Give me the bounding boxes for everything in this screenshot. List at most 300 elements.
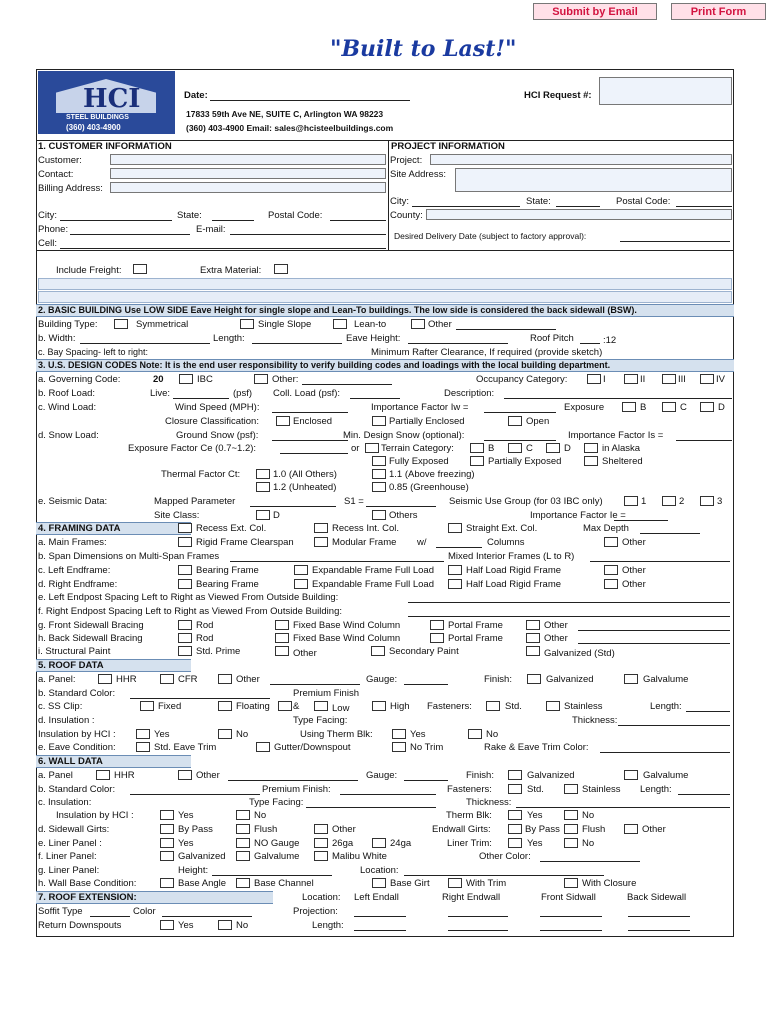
structural-paint-label: i. Structural Paint	[38, 646, 111, 657]
postal-field[interactable]	[330, 220, 386, 221]
wall-gauge-field[interactable]	[404, 780, 448, 781]
roof-insul-hci-label: Insulation by HCI :	[38, 729, 116, 740]
no-trim-label: No Trim	[410, 742, 444, 753]
base-angle-checkbox[interactable]	[160, 878, 174, 888]
coll-load-field[interactable]	[350, 398, 400, 399]
roof-hhr-checkbox[interactable]	[98, 674, 112, 684]
partially-enclosed-checkbox[interactable]	[372, 416, 386, 426]
liner-26ga-checkbox[interactable]	[314, 838, 328, 848]
postal-label: Postal Code:	[268, 210, 323, 221]
wall-premium-label: Premium Finish:	[262, 784, 331, 795]
right-endframe-label: d. Right Endframe:	[38, 579, 118, 590]
pitch-suffix: :12	[603, 335, 617, 346]
project-postal-field[interactable]	[676, 206, 732, 207]
roof-galvalume-checkbox[interactable]	[624, 674, 638, 684]
county-field[interactable]	[426, 209, 732, 220]
liner-galvalume-label: Galvalume	[254, 851, 300, 862]
back-projection-field[interactable]	[628, 916, 690, 917]
wall-stainless-checkbox[interactable]	[564, 784, 578, 794]
wind-speed-field[interactable]	[272, 412, 348, 413]
back-portal-label: Portal Frame	[448, 633, 503, 644]
roof-thickness-field[interactable]	[618, 725, 730, 726]
project-label: Project:	[390, 155, 423, 166]
wall-insul-no-checkbox[interactable]	[236, 810, 250, 820]
low-clip-checkbox[interactable]	[314, 701, 328, 711]
other-type-label: Other	[428, 319, 452, 330]
s1-field[interactable]	[366, 506, 436, 507]
return-yes-checkbox[interactable]	[160, 920, 174, 930]
liner-no-gauge-checkbox[interactable]	[236, 838, 250, 848]
endwall-other-checkbox[interactable]	[624, 824, 638, 834]
city-field[interactable]	[60, 220, 172, 221]
front-rod-checkbox[interactable]	[178, 620, 192, 630]
notes-field-1[interactable]	[38, 278, 732, 290]
wall-galvalume-checkbox[interactable]	[624, 770, 638, 780]
liner-yes-label: Yes	[178, 838, 194, 849]
right-endpost-label: f. Right Endpost Spacing Left to Right as Viewed From Outside Building:	[38, 606, 342, 617]
front-length-field[interactable]	[540, 930, 602, 931]
live-load-field[interactable]	[173, 398, 229, 399]
fixed-clip-label: Fixed	[158, 701, 182, 712]
front-fixed-wind-checkbox[interactable]	[275, 620, 289, 630]
recess-ext-checkbox[interactable]	[178, 523, 192, 533]
partially-exposed-checkbox[interactable]	[470, 456, 484, 466]
right-endpost-field[interactable]	[408, 616, 730, 617]
rigid-frame-checkbox[interactable]	[178, 537, 192, 547]
exposure-ce-label: Exposure Factor Ce (0.7~1.2):	[128, 443, 257, 454]
other-type-checkbox[interactable]	[411, 319, 425, 329]
std-eave-checkbox[interactable]	[136, 742, 150, 752]
liner-galvanized-checkbox[interactable]	[160, 851, 174, 861]
liner-trim-no-label: No	[582, 838, 595, 849]
floating-clip-checkbox[interactable]	[218, 701, 232, 711]
columns-count-field[interactable]	[436, 547, 482, 548]
base-girt-label: Base Girt	[390, 878, 430, 889]
with-trim-checkbox[interactable]	[448, 878, 462, 888]
length-field[interactable]	[252, 343, 342, 344]
contact-field[interactable]	[110, 168, 386, 179]
sidewall-flush-checkbox[interactable]	[236, 824, 250, 834]
with-trim-label: With Trim	[466, 878, 507, 889]
roof-cfr-checkbox[interactable]	[160, 674, 174, 684]
floating-clip-label: Floating	[236, 701, 270, 712]
seismic-label: e. Seismic Data:	[38, 496, 108, 507]
enclosed-label: Enclosed	[293, 416, 333, 427]
billing-label: Billing Address:	[38, 183, 103, 194]
clip-extra-checkbox[interactable]	[278, 701, 292, 711]
liner-trim-no-checkbox[interactable]	[564, 838, 578, 848]
roof-pitch-field[interactable]	[580, 343, 600, 344]
alaska-checkbox[interactable]	[584, 443, 598, 453]
liner-24ga-checkbox[interactable]	[372, 838, 386, 848]
right-length-field[interactable]	[448, 930, 508, 931]
rigid-frame-label: Rigid Frame Clearspan	[196, 537, 294, 548]
liner-height-field[interactable]	[212, 875, 332, 876]
sidewall-other-checkbox[interactable]	[314, 824, 328, 834]
roof-galvanized-checkbox[interactable]	[527, 674, 541, 684]
single-slope-checkbox[interactable]	[240, 319, 254, 329]
roof-other-label: Other	[236, 674, 260, 685]
bay-spacing-label: c. Bay Spacing- left to right:	[38, 347, 149, 357]
fixed-clip-checkbox[interactable]	[140, 701, 154, 711]
length-label: Length:	[213, 333, 245, 344]
thermal-3-checkbox[interactable]	[372, 469, 386, 479]
back-rod-checkbox[interactable]	[178, 633, 192, 643]
gutter-label: Gutter/Downspout	[274, 742, 351, 753]
roof-thickness-label: Thickness:	[572, 715, 618, 726]
eave-height-label: Eave Height:	[346, 333, 401, 344]
wall-therm-label: Therm Blk:	[446, 810, 492, 821]
wall-insulation-label: c. Insulation:	[38, 797, 92, 808]
project-field[interactable]	[430, 154, 732, 165]
left-half-load-checkbox[interactable]	[448, 565, 462, 575]
date-field[interactable]	[210, 100, 410, 101]
roof-std-fastener-checkbox[interactable]	[486, 701, 500, 711]
left-bearing-checkbox[interactable]	[178, 565, 192, 575]
partially-enclosed-label: Partially Enclosed	[389, 416, 465, 427]
wall-premium-field[interactable]	[340, 794, 436, 795]
columns-label: Columns	[487, 537, 525, 548]
endwall-other-label: Other	[642, 824, 666, 835]
liner-yes-checkbox[interactable]	[160, 838, 174, 848]
closure-label: Closure Classification:	[165, 416, 259, 427]
base-channel-label: Base Channel	[254, 878, 314, 889]
max-depth-field[interactable]	[640, 533, 700, 534]
with-label: w/	[417, 537, 427, 548]
email-label: E-mail:	[196, 224, 226, 235]
secondary-paint-checkbox[interactable]	[371, 646, 385, 656]
site-class-others-checkbox[interactable]	[372, 510, 386, 520]
roof-therm-no-checkbox[interactable]	[468, 729, 482, 739]
wall-std-fastener-checkbox[interactable]	[508, 784, 522, 794]
span-dimensions-field[interactable]	[230, 561, 444, 562]
front-other-checkbox[interactable]	[526, 620, 540, 630]
liner-galvalume-checkbox[interactable]	[236, 851, 250, 861]
wind-speed-label: Wind Speed (MPH):	[175, 402, 260, 413]
paint-other-label: Other	[293, 648, 317, 659]
roof-color-field[interactable]	[130, 698, 270, 699]
wall-thickness-field[interactable]	[516, 807, 730, 808]
importance-ie-field[interactable]	[614, 520, 668, 521]
back-fixed-wind-checkbox[interactable]	[275, 633, 289, 643]
right-other-label: Other	[622, 579, 646, 590]
secondary-paint-label: Secondary Paint	[389, 646, 459, 657]
right-bearing-checkbox[interactable]	[178, 579, 192, 589]
phone-field[interactable]	[70, 234, 190, 235]
right-bearing-label: Bearing Frame	[196, 579, 259, 590]
wall-insul-yes-label: Yes	[178, 810, 194, 821]
symmetrical-checkbox[interactable]	[114, 319, 128, 329]
symmetrical-label: Symmetrical	[136, 319, 189, 330]
slogan: "Built to Last!"	[330, 36, 517, 62]
liner-location-field[interactable]	[404, 875, 604, 876]
sheltered-checkbox[interactable]	[584, 456, 598, 466]
sug-1-label: 1	[641, 496, 647, 507]
terrain-checkbox[interactable]	[365, 443, 379, 453]
rake-trim-label: Rake & Eave Trim Color:	[484, 742, 589, 753]
right-other-checkbox[interactable]	[604, 579, 618, 589]
single-slope-label: Single Slope	[258, 319, 312, 330]
return-no-label: No	[236, 920, 249, 931]
roof-extension-title: 7. ROOF EXTENSION:	[38, 892, 137, 903]
return-no-checkbox[interactable]	[218, 920, 232, 930]
occupancy-1-checkbox[interactable]	[587, 374, 601, 384]
soffit-type-label: Soffit Type	[38, 906, 83, 917]
liner-malibu-label: Malibu White	[332, 851, 387, 862]
wall-color-field[interactable]	[130, 794, 260, 795]
left-length-field[interactable]	[354, 930, 406, 931]
thermal-4-checkbox[interactable]	[372, 482, 386, 492]
fully-exposed-checkbox[interactable]	[372, 456, 386, 466]
sug-3-checkbox[interactable]	[700, 496, 714, 506]
front-portal-label: Portal Frame	[448, 620, 503, 631]
hci-logo: HCI STEEL BUILDINGS (360) 403-4900	[38, 71, 175, 134]
county-label: County:	[390, 210, 423, 221]
ibc-checkbox[interactable]	[179, 374, 193, 384]
liner-trim-label: Liner Trim:	[447, 838, 492, 849]
other-code-checkbox[interactable]	[254, 374, 268, 384]
right-expandable-checkbox[interactable]	[294, 579, 308, 589]
mixed-interior-field[interactable]	[590, 561, 730, 562]
galvanized-std-checkbox[interactable]	[526, 646, 540, 656]
include-freight-checkbox[interactable]	[133, 264, 147, 274]
terrain-c-checkbox[interactable]	[508, 443, 522, 453]
roof-other-checkbox[interactable]	[218, 674, 232, 684]
thermal-2-checkbox[interactable]	[256, 482, 270, 492]
liner-other-color-label: Other Color:	[479, 851, 531, 862]
occupancy-4-label: IV	[716, 374, 725, 385]
back-other-checkbox[interactable]	[526, 633, 540, 643]
wall-hhr-checkbox[interactable]	[96, 770, 110, 780]
site-address-label: Site Address:	[390, 169, 446, 180]
roof-stainless-checkbox[interactable]	[546, 701, 560, 711]
sug-2-checkbox[interactable]	[662, 496, 676, 506]
roof-data-title: 5. ROOF DATA	[38, 660, 104, 671]
thermal-3-label: 1.1 (Above freezing)	[389, 469, 475, 480]
high-clip-checkbox[interactable]	[372, 701, 386, 711]
wall-gauge-label: Gauge:	[366, 770, 398, 781]
extra-material-checkbox[interactable]	[274, 264, 288, 274]
right-half-load-checkbox[interactable]	[448, 579, 462, 589]
roof-insul-no-checkbox[interactable]	[218, 729, 232, 739]
importance-is-field[interactable]	[676, 440, 732, 441]
sidewall-girts-label: d. Sidewall Girts:	[38, 824, 110, 835]
request-number-field[interactable]	[599, 77, 732, 105]
endwall-girts-label: Endwall Girts:	[432, 824, 491, 835]
roof-premium-label: Premium Finish	[293, 688, 359, 699]
other-frame-label: Other	[622, 537, 646, 548]
width-field[interactable]	[80, 343, 210, 344]
back-portal-checkbox[interactable]	[430, 633, 444, 643]
exposure-b-checkbox[interactable]	[622, 402, 636, 412]
left-half-load-label: Half Load Rigid Frame	[466, 565, 562, 576]
description-label: Description:	[444, 388, 495, 399]
soffit-type-field[interactable]	[90, 916, 130, 917]
left-projection-field[interactable]	[354, 916, 406, 917]
occupancy-3-checkbox[interactable]	[662, 374, 676, 384]
left-endpost-field[interactable]	[408, 602, 730, 603]
soffit-color-field[interactable]	[162, 916, 252, 917]
low-clip-label: Low	[332, 703, 350, 714]
modular-frame-checkbox[interactable]	[314, 537, 328, 547]
wall-data-title: 6. WALL DATA	[38, 756, 103, 767]
wall-insul-yes-checkbox[interactable]	[160, 810, 174, 820]
base-girt-checkbox[interactable]	[372, 878, 386, 888]
eave-condition-label: e. Eave Condition:	[38, 742, 116, 753]
paint-other-checkbox[interactable]	[275, 646, 289, 656]
exposure-d-label: D	[718, 402, 725, 413]
email-field[interactable]	[230, 234, 386, 235]
cell-label: Cell:	[38, 238, 58, 249]
liner-26ga-label: 26ga	[332, 838, 354, 849]
sidewall-bypass-checkbox[interactable]	[160, 824, 174, 834]
site-class-d-checkbox[interactable]	[256, 510, 270, 520]
terrain-d-checkbox[interactable]	[546, 443, 560, 453]
wall-length-label: Length:	[640, 784, 672, 795]
importance-iw-field[interactable]	[484, 412, 556, 413]
exposure-c-checkbox[interactable]	[662, 402, 676, 412]
front-fixed-wind-label: Fixed Base Wind Column	[293, 620, 401, 631]
state-label: State:	[177, 210, 202, 221]
wall-std-fastener-label: Std.	[527, 784, 544, 795]
ibc-label: IBC	[197, 374, 213, 385]
cell-field[interactable]	[60, 248, 386, 249]
open-checkbox[interactable]	[508, 416, 522, 426]
ground-snow-field[interactable]	[272, 440, 348, 441]
roof-galvalume-label: Galvalume	[643, 674, 689, 685]
description-field[interactable]	[504, 398, 732, 399]
no-trim-checkbox[interactable]	[392, 742, 406, 752]
roof-therm-yes-label: Yes	[410, 729, 426, 740]
customer-field[interactable]	[110, 154, 386, 165]
roof-panel-label: a. Panel:	[38, 674, 76, 685]
wall-base-label: h. Wall Base Condition:	[38, 878, 137, 889]
liner-malibu-checkbox[interactable]	[314, 851, 328, 861]
with-closure-checkbox[interactable]	[564, 878, 578, 888]
roof-gauge-field[interactable]	[404, 684, 448, 685]
span-dimensions-label: b. Span Dimensions on Multi-Span Frames	[38, 551, 220, 562]
wall-therm-no-checkbox[interactable]	[564, 810, 578, 820]
project-info-title: PROJECT INFORMATION	[391, 141, 505, 152]
open-label: Open	[526, 416, 550, 427]
left-expandable-checkbox[interactable]	[294, 565, 308, 575]
wall-type-facing-field[interactable]	[306, 807, 436, 808]
occupancy-2-checkbox[interactable]	[624, 374, 638, 384]
roof-gauge-label: Gauge:	[366, 674, 398, 685]
sidewall-other-label: Other	[332, 824, 356, 835]
submit-by-email-button[interactable]: Submit by Email	[533, 3, 657, 20]
terrain-d-label: D	[564, 443, 571, 454]
wall-length-field[interactable]	[678, 794, 730, 795]
ss-clip-label: c. SS Clip:	[38, 701, 83, 712]
left-other-checkbox[interactable]	[604, 565, 618, 575]
lean-to-checkbox[interactable]	[333, 319, 347, 329]
std-prime-checkbox[interactable]	[178, 646, 192, 656]
wall-other-label: Other	[196, 770, 220, 781]
framing-data-title: 4. FRAMING DATA	[38, 523, 121, 534]
liner-location-label: Location:	[360, 865, 399, 876]
occupancy-4-checkbox[interactable]	[700, 374, 714, 384]
endwall-bypass-checkbox[interactable]	[508, 824, 522, 834]
roof-insulation-label: d. Insulation :	[38, 715, 95, 726]
roof-length-field[interactable]	[686, 711, 730, 712]
wall-galvanized-checkbox[interactable]	[508, 770, 522, 780]
front-projection-field[interactable]	[540, 916, 602, 917]
lean-to-label: Lean-to	[354, 319, 387, 330]
delivery-date-field[interactable]	[620, 241, 730, 242]
fully-exposed-label: Fully Exposed	[389, 456, 449, 467]
other-code-field[interactable]	[302, 384, 392, 385]
wall-other-field[interactable]	[228, 780, 358, 781]
roof-therm-yes-checkbox[interactable]	[392, 729, 406, 739]
billing-field[interactable]	[110, 182, 386, 193]
mapped-parameter-field[interactable]	[250, 506, 336, 507]
extension-length-label: Length:	[312, 920, 344, 931]
code-year: 20	[153, 374, 164, 385]
roof-other-field[interactable]	[270, 684, 360, 685]
terrain-b-checkbox[interactable]	[470, 443, 484, 453]
front-portal-checkbox[interactable]	[430, 620, 444, 630]
liner-trim-yes-checkbox[interactable]	[508, 838, 522, 848]
thermal-factor-label: Thermal Factor Ct:	[161, 469, 241, 480]
endwall-flush-checkbox[interactable]	[564, 824, 578, 834]
rake-trim-field[interactable]	[600, 752, 730, 753]
eave-height-field[interactable]	[408, 343, 508, 344]
recess-int-label: Recess Int. Col.	[332, 523, 400, 534]
return-yes-label: Yes	[178, 920, 194, 931]
base-channel-checkbox[interactable]	[236, 878, 250, 888]
back-other-label: Other	[544, 633, 568, 644]
back-length-field[interactable]	[628, 930, 690, 931]
roof-pitch-label: Roof Pitch	[530, 333, 574, 344]
projection-label: Projection:	[293, 906, 338, 917]
thermal-4-label: 0.85 (Greenhouse)	[389, 482, 469, 493]
wall-therm-yes-checkbox[interactable]	[508, 810, 522, 820]
min-design-snow-field[interactable]	[484, 440, 556, 441]
sug-1-checkbox[interactable]	[624, 496, 638, 506]
gutter-checkbox[interactable]	[256, 742, 270, 752]
thermal-1-label: 1.0 (All Others)	[273, 469, 337, 480]
other-frame-checkbox[interactable]	[604, 537, 618, 547]
wind-load-label: c. Wind Load:	[38, 402, 97, 413]
exposure-ce-field[interactable]	[280, 453, 348, 454]
notes-field-2[interactable]	[38, 291, 732, 303]
exposure-d-checkbox[interactable]	[700, 402, 714, 412]
roof-cfr-label: CFR	[178, 674, 198, 685]
back-other-field[interactable]	[578, 643, 730, 644]
roof-insul-yes-checkbox[interactable]	[136, 729, 150, 739]
thermal-1-checkbox[interactable]	[256, 469, 270, 479]
print-form-button[interactable]: Print Form	[671, 3, 766, 20]
wall-stainless-label: Stainless	[582, 784, 621, 795]
return-downspouts-label: Return Downspouts	[38, 920, 122, 931]
wall-panel-label: a. Panel	[38, 770, 73, 781]
rafter-clearance-label: Minimum Rafter Clearance, If required (provide sketch)	[371, 347, 603, 358]
recess-int-checkbox[interactable]	[314, 523, 328, 533]
enclosed-checkbox[interactable]	[276, 416, 290, 426]
coll-load-label: Coll. Load (psf):	[273, 388, 341, 399]
liner-other-color-field[interactable]	[540, 861, 640, 862]
project-city-field[interactable]	[412, 206, 520, 207]
project-state-field[interactable]	[556, 206, 600, 207]
straight-ext-checkbox[interactable]	[448, 523, 462, 533]
state-field[interactable]	[212, 220, 254, 221]
front-other-field[interactable]	[578, 630, 730, 631]
right-projection-field[interactable]	[448, 916, 508, 917]
site-address-field[interactable]	[455, 168, 732, 192]
other-type-field[interactable]	[456, 329, 556, 330]
wall-other-checkbox[interactable]	[178, 770, 192, 780]
